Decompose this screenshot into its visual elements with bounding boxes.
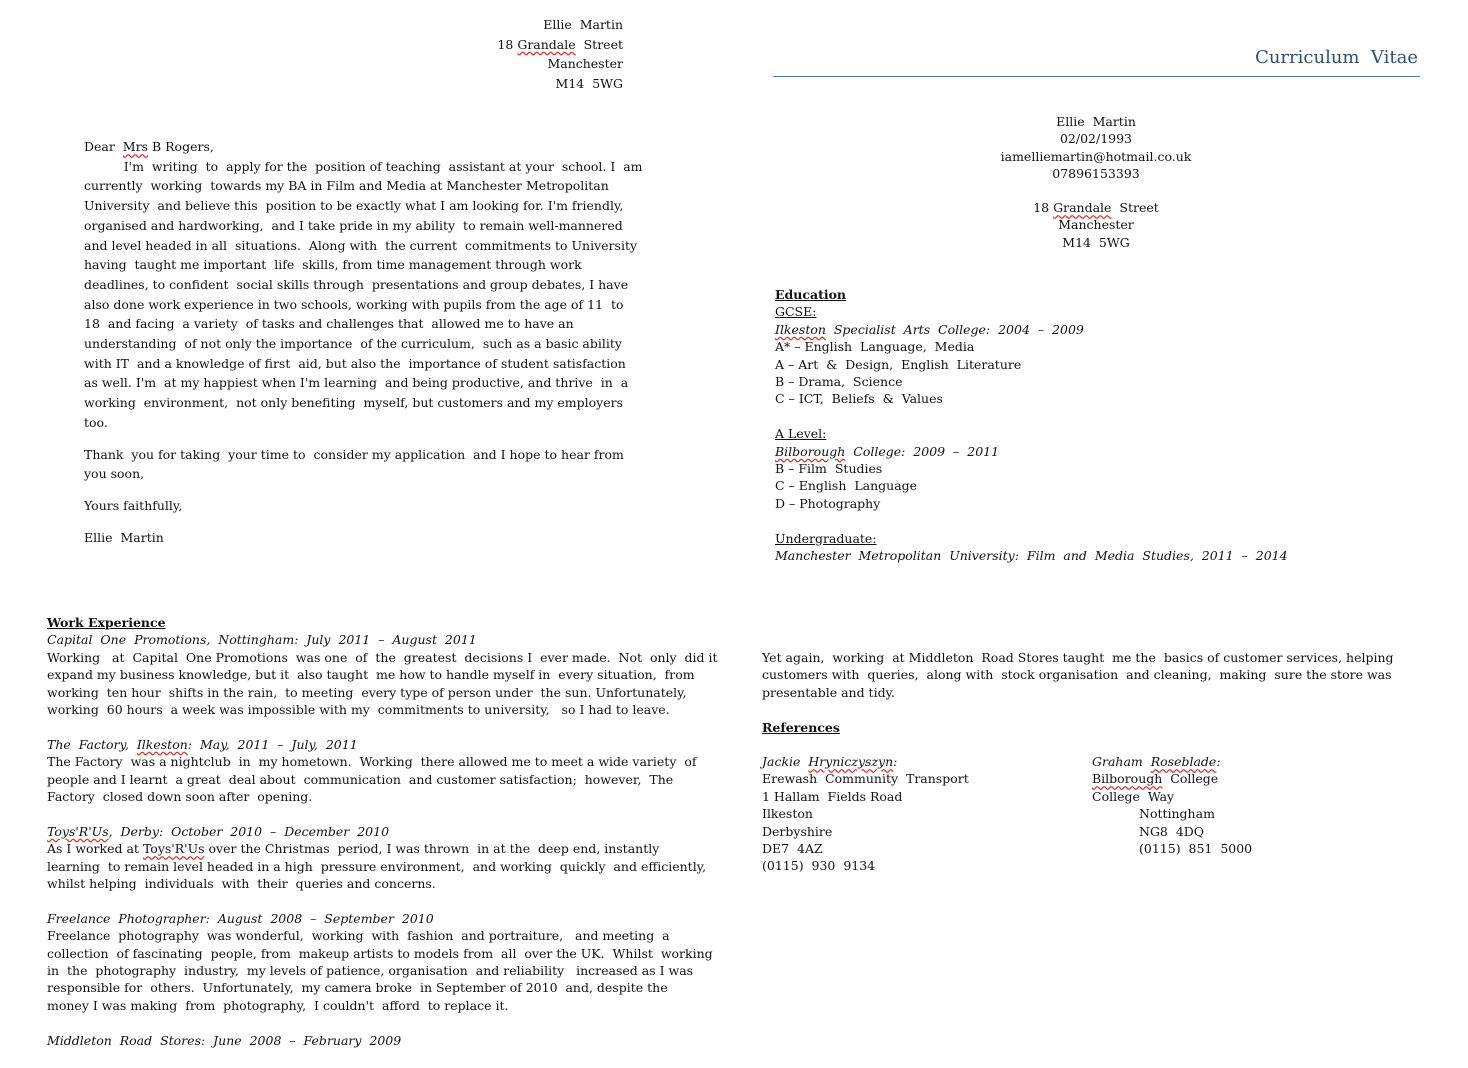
referee-line: (0115) 930 9134 xyxy=(762,858,876,874)
reference-1 xyxy=(762,753,1082,875)
cv-address-line: Manchester xyxy=(1058,217,1134,233)
letter-line: 18 and facing a variety of tasks and challenges that allowed me to have an xyxy=(84,316,574,332)
work-experience xyxy=(47,614,737,1049)
reference-2 xyxy=(1092,753,1412,857)
spellcheck-word: Grandale xyxy=(1053,200,1112,215)
job-title: The Factory, Ilkeston: May, 2011 – July, 2011 xyxy=(47,736,358,752)
letter-line: I'm writing to apply for the position of teaching assistant at your school. I am xyxy=(84,158,643,174)
job-line: Working at Capital One Promotions was one of the greatest decisions I ever made. Not only did it xyxy=(47,649,718,665)
gcse-grade: B – Drama, Science xyxy=(775,374,903,390)
spellcheck-word: Hryniczyszyn xyxy=(808,754,894,769)
job-line: learning to remain level headed in a high pressure environment, and working quickly and efficiently, xyxy=(47,858,707,874)
job-line: working ten hour shifts in the rain, to meeting every type of person under the sun. Unfortunately, xyxy=(47,684,687,700)
spacer xyxy=(775,408,1415,425)
cv-address-line: M14 5WG xyxy=(1062,234,1130,250)
spellcheck-word: Roseblade xyxy=(1150,754,1217,769)
gcse-grade: A – Art & Design, English Literature xyxy=(775,356,1022,372)
letter-line: as well. I'm at my happiest when I'm learning and being productive, and thrive in a xyxy=(84,375,629,391)
alevel-heading: A Level: xyxy=(775,426,827,442)
job-line: presentable and tidy. xyxy=(762,684,895,700)
job-line: expand my business knowledge, but it also taught me how to handle myself in every situation, from xyxy=(47,667,695,683)
undergraduate-line: Manchester Metropolitan University: Film and Media Studies, 2011 – 2014 xyxy=(775,548,1288,564)
referee-name: Jackie Hryniczyszyn: xyxy=(762,754,898,769)
spacer xyxy=(775,512,1415,529)
references-heading: References xyxy=(762,719,840,735)
spellcheck-word: Ilkeston xyxy=(136,736,188,752)
letter-line: organised and hardworking, and I take pride in my ability to remain well-mannered xyxy=(84,217,623,233)
address-line: Manchester xyxy=(547,56,623,72)
spellcheck-word: Bilborough xyxy=(1092,771,1163,787)
job-line: responsible for others. Unfortunately, my camera broke in September of 2010 and, despite the xyxy=(47,980,668,996)
letter-line: working environment, not only benefiting myself, but customers and my employers xyxy=(84,395,623,411)
letter-line: also done work experience in two schools, working with pupils from the age of 11 to xyxy=(84,296,624,312)
job-line: whilst helping individuals with their queries and concerns. xyxy=(47,876,436,892)
spacer xyxy=(47,1014,737,1031)
referee-line: DE7 4AZ xyxy=(762,841,823,857)
signature: Ellie Martin xyxy=(84,529,164,545)
job-line: customers with queries, along with stock organisation and cleaning, making sure the store was xyxy=(762,667,1392,683)
cv-address xyxy=(946,199,1246,251)
cv-title-rule xyxy=(773,76,1420,77)
cv-education xyxy=(775,286,1415,564)
referee-line: Erewash Community Transport xyxy=(762,771,969,787)
job-line: in the photography industry, my levels of patience, organisation and reliability increased as I was xyxy=(47,963,694,979)
referee-line: Nottingham xyxy=(1139,806,1215,822)
gcse-school: Ilkeston Specialist Arts College: 2004 – 2009 xyxy=(775,321,1084,337)
spellcheck-word: Grandale xyxy=(517,36,576,52)
gcse-grade: C – ICT, Beliefs & Values xyxy=(775,391,943,407)
referee-name: Graham Roseblade: xyxy=(1092,754,1221,769)
cv-phone: 07896153393 xyxy=(1052,166,1140,182)
job-line: money I was making from photography, I couldn't afford to replace it. xyxy=(47,997,509,1013)
spellcheck-word: Ilkeston xyxy=(775,321,826,337)
alevel-school: Bilborough College: 2009 – 2011 xyxy=(775,443,1000,459)
letter-line: University and believe this position to be exactly what I am looking for. I'm friendly, xyxy=(84,198,624,214)
job-line: people and I learnt a great deal about communication and customer satisfaction; however, The xyxy=(47,771,674,787)
cv-title: Curriculum Vitae xyxy=(1255,47,1418,68)
referee-line: Derbyshire xyxy=(762,823,833,839)
cv-dob: 02/02/1993 xyxy=(1059,131,1133,147)
gcse-grade: A* – English Language, Media xyxy=(775,339,975,355)
address-line: 18 Grandale Street xyxy=(497,36,623,52)
job-line: Freelance photography was wonderful, working with fashion and portraiture, and meeting a xyxy=(47,928,670,944)
letter-line: understanding of not only the importance of the curriculum, such as a basic ability xyxy=(84,336,622,352)
letter-line: currently working towards my BA in Film and Media at Manchester Metropolitan xyxy=(84,178,609,194)
cv-address-line: 18 Grandale Street xyxy=(1033,200,1159,215)
letter-body xyxy=(84,137,644,547)
work-continued xyxy=(762,649,1452,736)
cv-name: Ellie Martin xyxy=(1056,114,1136,129)
job-title: Middleton Road Stores: June 2008 – February 2009 xyxy=(47,1032,402,1048)
cv-personal-details xyxy=(946,113,1246,183)
gcse-heading: GCSE: xyxy=(775,304,817,320)
letter-line: deadlines, to confident social skills through presentations and group debates, I have xyxy=(84,276,629,292)
spellcheck-word: Toys'R'Us xyxy=(47,823,109,839)
referee-line: (0115) 851 5000 xyxy=(1139,841,1253,857)
address-line: M14 5WG xyxy=(555,76,623,92)
job-title: Capital One Promotions, Nottingham: July 2011 – August 2011 xyxy=(47,632,477,648)
spellcheck-word: Bilborough xyxy=(775,443,846,459)
spellcheck-word: Mrs xyxy=(122,139,148,154)
spellcheck-word: Toys'R'Us xyxy=(142,841,205,857)
spacer xyxy=(47,892,737,909)
spacer xyxy=(762,701,1452,718)
letter-line: you soon, xyxy=(84,466,145,482)
letter-line: Thank you for taking your time to consider my application and I hope to hear from xyxy=(84,446,624,462)
job-line: Factory closed down soon after opening. xyxy=(47,789,313,805)
letter-sender-address xyxy=(400,15,623,94)
undergraduate-heading: Undergraduate: xyxy=(775,530,877,546)
letter-line: having taught me important life skills, from time management through work xyxy=(84,257,582,273)
job-line: As I worked at Toys'R'Us over the Christmas period, I was thrown in at the deep end, instantly xyxy=(47,841,660,857)
signoff: Yours faithfully, xyxy=(84,497,183,513)
salutation: Dear Mrs B Rogers, xyxy=(84,139,214,154)
referee-line: 1 Hallam Fields Road xyxy=(762,788,903,804)
spacer xyxy=(47,805,737,822)
alevel-grade: D – Photography xyxy=(775,495,881,511)
job-title: Toys'R'Us, Derby: October 2010 – December 2010 xyxy=(47,823,390,839)
referee-line: College Way xyxy=(1092,788,1175,804)
job-line: Yet again, working at Middleton Road Stores taught me the basics of customer services, helping xyxy=(762,650,1394,665)
letter-line: with IT and a knowledge of first aid, but also the importance of student satisfaction xyxy=(84,355,626,371)
education-heading: Education xyxy=(775,287,847,302)
work-heading: Work Experience xyxy=(47,615,166,630)
letter-line: too. xyxy=(84,414,108,430)
address-line: Ellie Martin xyxy=(543,17,623,32)
letter-paragraph xyxy=(84,157,644,433)
spacer xyxy=(47,718,737,735)
cv-email: iamelliemartin@hotmail.co.uk xyxy=(1000,148,1192,164)
referee-line: Bilborough College xyxy=(1092,771,1219,787)
closing-paragraph xyxy=(84,445,644,484)
alevel-grade: B – Film Studies xyxy=(775,461,883,477)
letter-line: and level headed in all situations. Along with the current commitments to University xyxy=(84,237,638,253)
alevel-grade: C – English Language xyxy=(775,478,918,494)
job-line: The Factory was a nightclub in my hometown. Working there allowed me to meet a wide variety of xyxy=(47,754,697,770)
referee-line: NG8 4DQ xyxy=(1139,823,1205,839)
referee-line: Ilkeston xyxy=(762,806,813,822)
job-title: Freelance Photographer: August 2008 – September 2010 xyxy=(47,910,434,926)
job-line: collection of fascinating people, from makeup artists to models from all over the UK. Whilst working xyxy=(47,945,713,961)
job-line: working 60 hours a week was impossible with my commitments to university, so I had to leave. xyxy=(47,702,670,718)
